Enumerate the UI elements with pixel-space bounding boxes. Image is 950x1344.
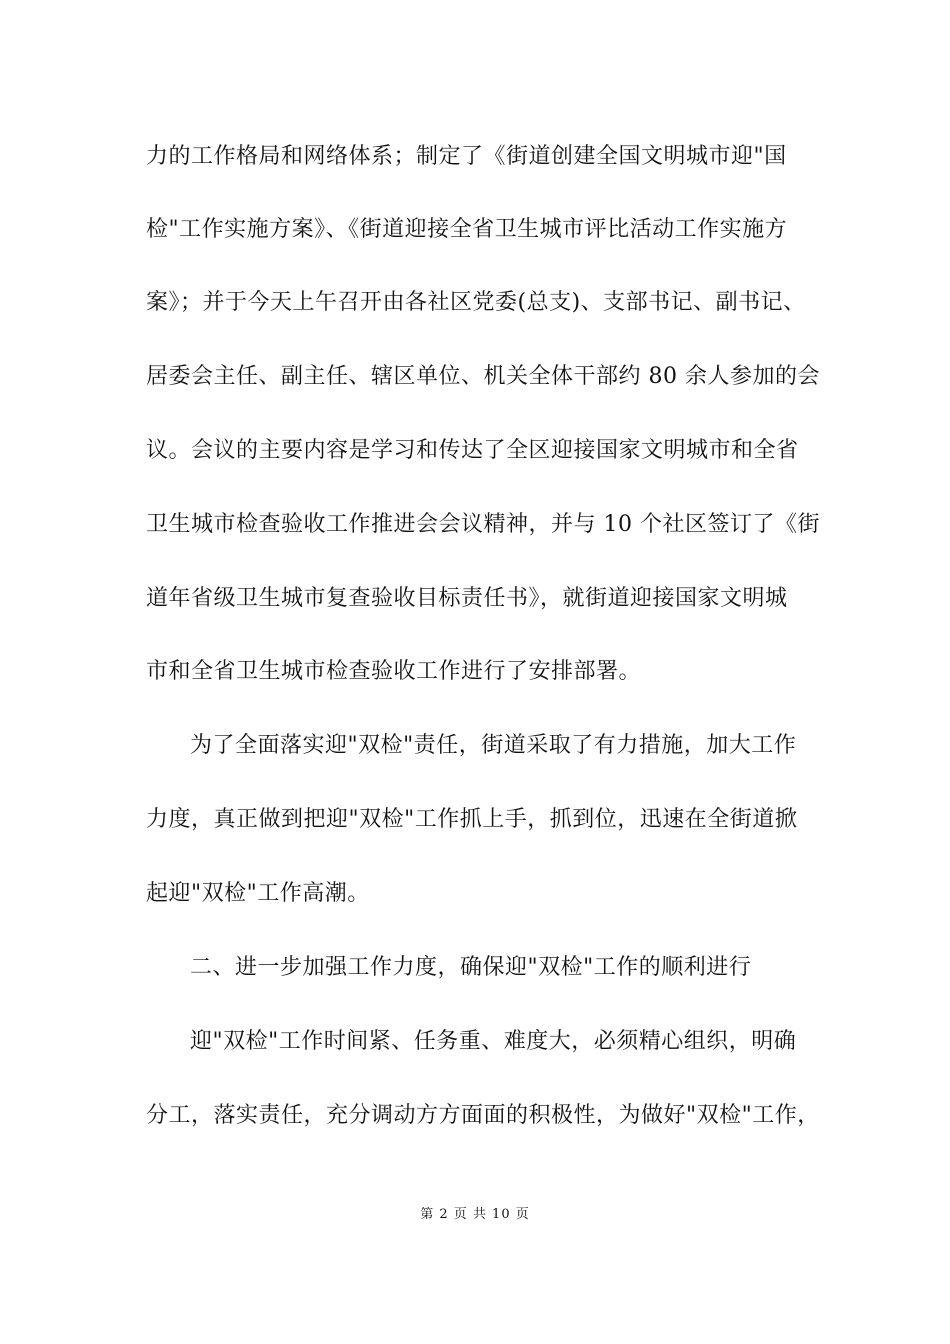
paragraph-line-8: 市和全省卫生城市检查验收工作进行了安排部署。 bbox=[146, 659, 642, 684]
paragraph-line-12: 迎"双检"工作时间紧、任务重、难度大，必须精心组织，明确 bbox=[190, 1029, 797, 1054]
paragraph-line-2: 检"工作实施方案》、《街道迎接全省卫生城市评比活动工作实施方 bbox=[146, 217, 788, 242]
paragraph-line-6: 卫生城市检查验收工作推进会会议精神，并与 10 个社区签订了《街 bbox=[146, 512, 820, 537]
paragraph-line-7: 道年省级卫生城市复查验收目标责任书》，就街道迎接国家文明城 bbox=[146, 586, 788, 611]
paragraph-line-9: 为了全面落实迎"双检"责任，街道采取了有力措施，加大工作 bbox=[190, 733, 797, 758]
paragraph-line-3: 案》；并于今天上午召开由各社区党委(总支)、支部书记、副书记、 bbox=[146, 290, 806, 315]
paragraph-line-11: 起迎"双检"工作高潮。 bbox=[146, 881, 370, 906]
paragraph-line-4: 居委会主任、副主任、辖区单位、机关全体干部约 80 余人参加的会 bbox=[146, 364, 820, 389]
paragraph-line-10: 力度，真正做到把迎"双检"工作抓上手，抓到位，迅速在全街道掀 bbox=[146, 807, 798, 832]
page-number-footer: 第 2 页 共 10 页 bbox=[420, 1207, 530, 1222]
paragraph-line-5: 议。会议的主要内容是学习和传达了全区迎接国家文明城市和全省 bbox=[146, 438, 799, 463]
paragraph-line-1: 力的工作格局和网络体系；制定了《街道创建全国文明城市迎"国 bbox=[146, 144, 787, 169]
section-heading: 二、进一步加强工作力度，确保迎"双检"工作的顺利进行 bbox=[190, 955, 752, 980]
paragraph-line-13: 分工，落实责任，充分调动方方面面的积极性，为做好"双检"工作， bbox=[146, 1103, 820, 1128]
